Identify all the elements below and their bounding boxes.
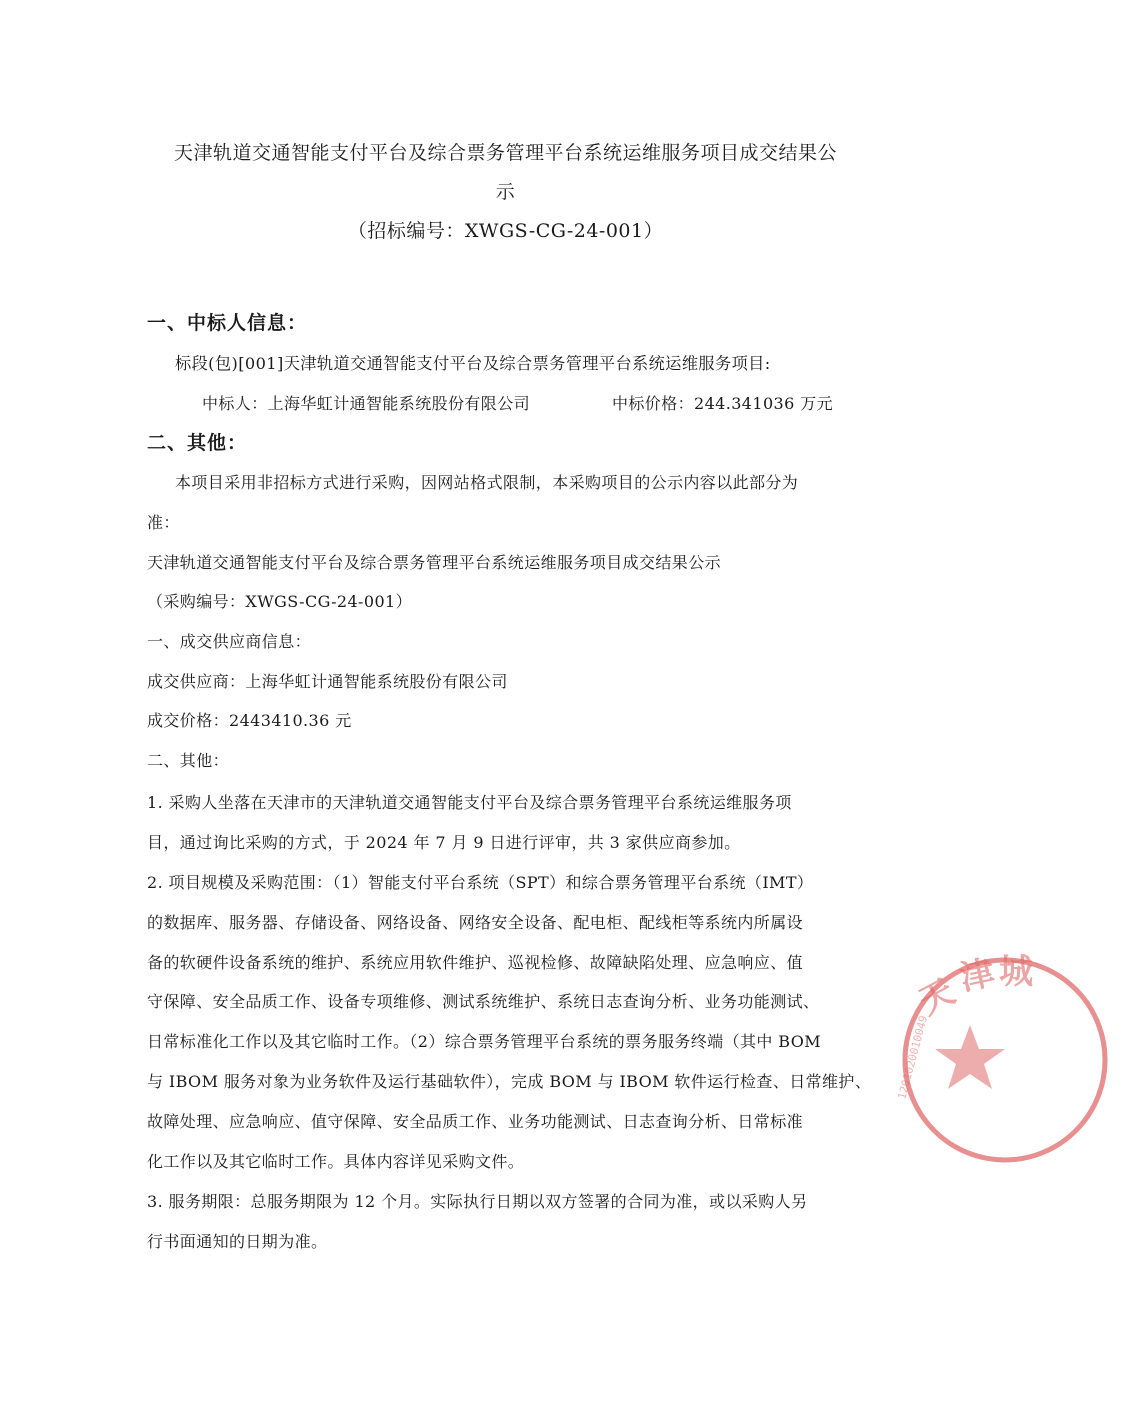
title-bid-number: （招标编号：XWGS-CG-24-001） [347,220,664,242]
body-line: 准： [147,513,180,532]
body-line: 2. 项目规模及采购范围：（1）智能支付平台系统（SPT）和综合票务管理平台系统（IMT） [147,873,814,892]
winner-price: 中标价格：244.341036 万元 [612,394,833,413]
title-line-1: 天津轨道交通智能支付平台及综合票务管理平台系统运维服务项目成交结果公 [173,142,837,164]
body-line: 二、其他： [147,751,230,770]
body-line: 3. 服务期限：总服务期限为 12 个月。实际执行日期以双方签署的合同为准，或以采购人另 [147,1192,808,1211]
body-line: 日常标准化工作以及其它临时工作。（2）综合票务管理平台系统的票务服务终端（其中 BOM [147,1032,822,1051]
seal-star-icon [935,1025,1005,1089]
body-line: 成交价格：2443410.36 元 [147,711,352,730]
body-line: 行书面通知的日期为准。 [147,1232,328,1251]
lot-line: 标段(包)[001]天津轨道交通智能支付平台及综合票务管理平台系统运维服务项目: [175,354,771,373]
body-line: 备的软硬件设备系统的维护、系统应用软件维护、巡视检修、故障缺陷处理、应急响应、值 [147,953,804,972]
title-line-2: 示 [495,181,516,203]
body-line: 目，通过询比采购的方式，于 2024 年 7 月 9 日进行评审，共 3 家供应商参加。 [147,833,741,852]
body-line: 守保障、安全品质工作、设备专项维修、测试系统维护、系统日志查询分析、业务功能测试、 [147,992,820,1011]
body-line: 1. 采购人坐落在天津市的天津轨道交通智能支付平台及综合票务管理平台系统运维服务项 [147,793,792,812]
body-line: 本项目采用非招标方式进行采购，因网站格式限制，本采购项目的公示内容以此部分为 [175,473,799,492]
body-line: 天津轨道交通智能支付平台及综合票务管理平台系统运维服务项目成交结果公示 [147,553,722,572]
section1-heading: 一、中标人信息： [147,312,308,334]
body-line: 与 IBOM 服务对象为业务软件及运行基础软件），完成 BOM 与 IBOM 软件运行检查、日常维护、 [147,1072,872,1091]
body-line: 一、成交供应商信息： [147,632,312,651]
body-line: 化工作以及其它临时工作。具体内容详见采购文件。 [147,1152,525,1171]
body-line: 的数据库、服务器、存储设备、网络设备、网络安全设备、配电柜、配线柜等系统内所属设 [147,913,804,932]
winner-line: 中标人：上海华虹计通智能系统股份有限公司 [202,394,531,413]
svg-text:津: 津 [956,952,999,999]
svg-text:天: 天 [912,971,962,1023]
section2-heading: 二、其他： [147,432,248,454]
official-seal [895,945,1125,1175]
body-line: 成交供应商：上海华虹计通智能系统股份有限公司 [147,672,508,691]
svg-text:1201020010049: 1201020010049 [895,1014,931,1101]
body-line: （采购编号：XWGS-CG-24-001） [147,592,413,611]
svg-text:城: 城 [999,952,1033,992]
body-line: 故障处理、应急响应、值守保障、安全品质工作、业务功能测试、日志查询分析、日常标准 [147,1112,804,1131]
